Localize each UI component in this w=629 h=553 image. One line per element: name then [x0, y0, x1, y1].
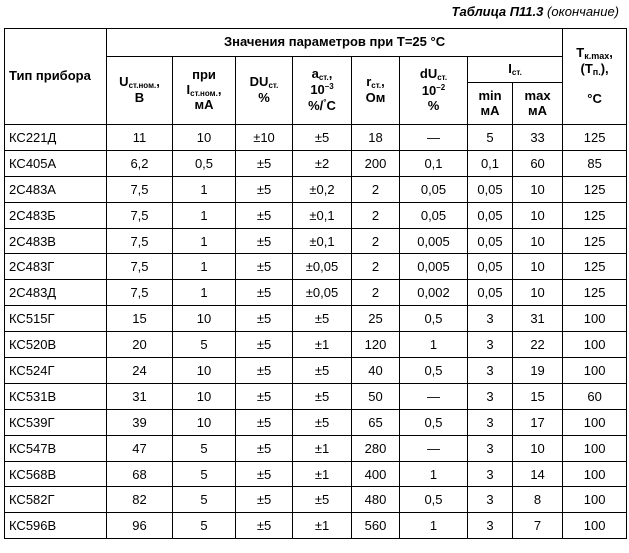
- value-cell: 2: [352, 280, 400, 306]
- value-cell: 125: [563, 280, 627, 306]
- value-cell: 10: [173, 409, 236, 435]
- alpha-subscript: ст.: [318, 72, 329, 82]
- value-cell: 31: [513, 306, 563, 332]
- table-row: [5, 358, 627, 384]
- device-type-cell: КС520В: [5, 332, 107, 358]
- table-row: [5, 176, 627, 202]
- value-cell: 1: [400, 461, 468, 487]
- table-row: [5, 125, 627, 151]
- value-cell: 68: [107, 461, 173, 487]
- table-row: [5, 202, 627, 228]
- value-cell: 40: [352, 358, 400, 384]
- value-cell: 100: [563, 409, 627, 435]
- tmax-punct: ,: [609, 45, 613, 61]
- value-cell: 2: [352, 202, 400, 228]
- value-cell: ±5: [236, 306, 293, 332]
- value-cell: 3: [468, 332, 513, 358]
- value-cell: 50: [352, 383, 400, 409]
- value-cell: 100: [563, 513, 627, 539]
- value-cell: 2: [352, 228, 400, 254]
- value-cell: ±5: [236, 358, 293, 384]
- value-cell: ±5: [236, 254, 293, 280]
- i-nom-punct: ,: [217, 81, 222, 97]
- value-cell: 7,5: [107, 280, 173, 306]
- device-type-cell: КС582Г: [5, 487, 107, 513]
- col-header-alpha: [293, 57, 352, 125]
- value-cell: ±5: [293, 358, 352, 384]
- value-cell: 3: [468, 435, 513, 461]
- value-cell: 1: [173, 202, 236, 228]
- value-cell: 10: [173, 383, 236, 409]
- value-cell: 31: [107, 383, 173, 409]
- value-cell: 0,05: [468, 254, 513, 280]
- i-min-label: min: [478, 87, 502, 103]
- value-cell: 10: [513, 228, 563, 254]
- table-row: [5, 306, 627, 332]
- value-cell: 100: [563, 306, 627, 332]
- value-cell: 25: [352, 306, 400, 332]
- value-cell: ±5: [293, 125, 352, 151]
- tmax-symbol: T: [576, 45, 585, 61]
- value-cell: 280: [352, 435, 400, 461]
- value-cell: 0,5: [400, 487, 468, 513]
- u-nom-subscript: ст.ном.: [128, 81, 157, 91]
- u-nom-unit: В: [134, 89, 145, 105]
- value-cell: 60: [513, 150, 563, 176]
- table-row: [5, 332, 627, 358]
- value-cell: 5: [173, 487, 236, 513]
- table-row: [5, 383, 627, 409]
- value-cell: 400: [352, 461, 400, 487]
- value-cell: 7,5: [107, 254, 173, 280]
- value-cell: 1: [173, 228, 236, 254]
- value-cell: 3: [468, 306, 513, 332]
- value-cell: 200: [352, 150, 400, 176]
- du-rel-symbol: dU: [419, 66, 438, 82]
- table-row: [5, 228, 627, 254]
- value-cell: 60: [563, 383, 627, 409]
- value-cell: —: [400, 125, 468, 151]
- value-cell: ±5: [236, 150, 293, 176]
- i-range-symbol: I: [508, 60, 512, 76]
- device-type-cell: 2С483В: [5, 228, 107, 254]
- value-cell: 100: [563, 332, 627, 358]
- device-type-cell: КС568В: [5, 461, 107, 487]
- value-cell: 125: [563, 202, 627, 228]
- tmax-alt-close: ),: [600, 60, 609, 76]
- value-cell: 0,05: [400, 202, 468, 228]
- value-cell: ±5: [236, 176, 293, 202]
- alpha-base: 10: [310, 82, 325, 98]
- value-cell: 2: [352, 176, 400, 202]
- value-cell: 125: [563, 254, 627, 280]
- value-cell: 5: [173, 332, 236, 358]
- value-cell: 6,2: [107, 150, 173, 176]
- value-cell: 0,05: [468, 176, 513, 202]
- table-row: [5, 435, 627, 461]
- value-cell: 3: [468, 513, 513, 539]
- value-cell: 11: [107, 125, 173, 151]
- value-cell: 82: [107, 487, 173, 513]
- value-cell: 0,5: [400, 306, 468, 332]
- col-header-i-range: [468, 57, 563, 83]
- value-cell: 100: [563, 358, 627, 384]
- value-cell: 85: [563, 150, 627, 176]
- table-continuation-note: (окончание): [547, 4, 619, 19]
- alpha-exponent: –3: [324, 82, 334, 92]
- value-cell: 0,5: [400, 358, 468, 384]
- value-cell: 3: [468, 487, 513, 513]
- value-cell: 1: [173, 176, 236, 202]
- value-cell: ±5: [236, 383, 293, 409]
- table-caption: [452, 4, 619, 19]
- col-header-i-nom: [173, 57, 236, 125]
- value-cell: 15: [107, 306, 173, 332]
- value-cell: ±5: [236, 202, 293, 228]
- col-header-type: Тип прибора: [5, 29, 107, 125]
- value-cell: ±2: [293, 150, 352, 176]
- value-cell: 3: [468, 409, 513, 435]
- value-cell: 18: [352, 125, 400, 151]
- i-nom-unit: мА: [194, 97, 214, 113]
- table-number: Таблица П11.3: [451, 4, 544, 19]
- value-cell: ±5: [236, 435, 293, 461]
- table-row: [5, 409, 627, 435]
- value-cell: 10: [513, 280, 563, 306]
- value-cell: 125: [563, 228, 627, 254]
- value-cell: 1: [173, 280, 236, 306]
- value-cell: 33: [513, 125, 563, 151]
- du-subscript: ст.: [268, 81, 279, 91]
- value-cell: 20: [107, 332, 173, 358]
- value-cell: 7,5: [107, 176, 173, 202]
- col-header-i-min: [468, 83, 513, 125]
- value-cell: 0,5: [400, 409, 468, 435]
- value-cell: 2: [352, 254, 400, 280]
- device-type-cell: 2С483А: [5, 176, 107, 202]
- value-cell: 0,05: [468, 202, 513, 228]
- value-cell: 10: [513, 254, 563, 280]
- value-cell: 7,5: [107, 228, 173, 254]
- value-cell: 100: [563, 487, 627, 513]
- value-cell: 3: [468, 383, 513, 409]
- value-cell: 0,005: [400, 254, 468, 280]
- value-cell: 480: [352, 487, 400, 513]
- tmax-subscript: к.max: [584, 51, 610, 62]
- value-cell: ±5: [293, 306, 352, 332]
- value-cell: 5: [173, 513, 236, 539]
- value-cell: ±0,05: [293, 280, 352, 306]
- value-cell: 125: [563, 125, 627, 151]
- alpha-degree: °: [323, 98, 327, 108]
- value-cell: ±1: [293, 435, 352, 461]
- i-min-unit: мА: [480, 102, 500, 118]
- value-cell: 96: [107, 513, 173, 539]
- value-cell: 5: [173, 435, 236, 461]
- value-cell: ±5: [236, 513, 293, 539]
- du-symbol: DU: [249, 74, 269, 90]
- value-cell: ±5: [236, 461, 293, 487]
- device-type-cell: КС596В: [5, 513, 107, 539]
- device-type-cell: КС539Г: [5, 409, 107, 435]
- alpha-punct: ,: [328, 65, 333, 81]
- tmax-alt-open: (T: [580, 60, 593, 76]
- value-cell: ±5: [293, 383, 352, 409]
- col-header-tmax: [563, 29, 627, 125]
- i-range-subscript: ст.: [511, 67, 522, 77]
- value-cell: 560: [352, 513, 400, 539]
- tmax-unit: °C: [587, 90, 602, 106]
- u-nom-symbol: U: [119, 74, 129, 90]
- value-cell: 100: [563, 435, 627, 461]
- value-cell: 0,005: [400, 228, 468, 254]
- r-symbol: r: [366, 74, 372, 90]
- value-cell: ±0,1: [293, 228, 352, 254]
- value-cell: 1: [400, 513, 468, 539]
- value-cell: 0,1: [468, 150, 513, 176]
- value-cell: 19: [513, 358, 563, 384]
- col-header-u-nom: [107, 57, 173, 125]
- value-cell: 47: [107, 435, 173, 461]
- i-nom-subscript: ст.ном.: [190, 88, 218, 98]
- table-row: [5, 150, 627, 176]
- alpha-symbol: a: [311, 65, 319, 81]
- value-cell: 5: [173, 461, 236, 487]
- du-rel-exponent: –2: [436, 82, 446, 92]
- alpha-unit-tail: C: [326, 98, 336, 114]
- value-cell: 125: [563, 176, 627, 202]
- value-cell: 0,05: [400, 176, 468, 202]
- value-cell: 120: [352, 332, 400, 358]
- col-header-du-rel: [400, 57, 468, 125]
- value-cell: ±5: [236, 409, 293, 435]
- du-rel-base: 10: [421, 82, 437, 98]
- value-cell: —: [400, 435, 468, 461]
- value-cell: ±1: [293, 332, 352, 358]
- value-cell: 0,05: [468, 280, 513, 306]
- alpha-unit: %/: [308, 98, 324, 114]
- device-type-cell: КС515Г: [5, 306, 107, 332]
- value-cell: 10: [173, 125, 236, 151]
- parameters-table: [4, 28, 627, 539]
- table-row: [5, 513, 627, 539]
- value-cell: 10: [173, 306, 236, 332]
- device-type-cell: КС531В: [5, 383, 107, 409]
- value-cell: 17: [513, 409, 563, 435]
- value-cell: 0,1: [400, 150, 468, 176]
- tmax-alt-subscript: п.: [592, 66, 601, 77]
- value-cell: 10: [513, 176, 563, 202]
- table-row: [5, 280, 627, 306]
- device-type-cell: КС221Д: [5, 125, 107, 151]
- r-subscript: ст.: [371, 81, 382, 91]
- i-nom-pre: при: [192, 66, 216, 82]
- value-cell: 10: [513, 435, 563, 461]
- group-header-parameters: Значения параметров при T=25 °C: [107, 29, 563, 57]
- table-row: [5, 461, 627, 487]
- value-cell: 1: [173, 254, 236, 280]
- device-type-cell: 2С483Б: [5, 202, 107, 228]
- value-cell: 7: [513, 513, 563, 539]
- value-cell: 10: [513, 202, 563, 228]
- value-cell: 0,05: [468, 228, 513, 254]
- value-cell: ±5: [236, 280, 293, 306]
- col-header-i-max: [513, 83, 563, 125]
- col-header-r: [352, 57, 400, 125]
- value-cell: 24: [107, 358, 173, 384]
- value-cell: 65: [352, 409, 400, 435]
- value-cell: 3: [468, 358, 513, 384]
- value-cell: ±5: [236, 332, 293, 358]
- value-cell: 0,5: [173, 150, 236, 176]
- device-type-cell: 2С483Г: [5, 254, 107, 280]
- value-cell: 22: [513, 332, 563, 358]
- value-cell: 0,002: [400, 280, 468, 306]
- col-header-du: [236, 57, 293, 125]
- value-cell: 7,5: [107, 202, 173, 228]
- value-cell: 1: [400, 332, 468, 358]
- table-body: [5, 125, 627, 539]
- value-cell: ±1: [293, 513, 352, 539]
- value-cell: ±5: [236, 228, 293, 254]
- value-cell: ±0,2: [293, 176, 352, 202]
- value-cell: 100: [563, 461, 627, 487]
- r-unit: Ом: [365, 89, 386, 105]
- value-cell: ±5: [293, 409, 352, 435]
- value-cell: ±10: [236, 125, 293, 151]
- value-cell: ±0,1: [293, 202, 352, 228]
- value-cell: —: [400, 383, 468, 409]
- i-max-label: max: [524, 87, 551, 103]
- du-rel-subscript: ст.: [437, 73, 448, 83]
- device-type-cell: КС405А: [5, 150, 107, 176]
- du-unit: %: [258, 89, 270, 105]
- device-type-cell: 2С483Д: [5, 280, 107, 306]
- i-max-unit: мА: [528, 102, 548, 118]
- value-cell: 15: [513, 383, 563, 409]
- i-nom-symbol: I: [186, 81, 191, 97]
- value-cell: 3: [468, 461, 513, 487]
- table-row: [5, 487, 627, 513]
- value-cell: 39: [107, 409, 173, 435]
- u-nom-punct: ,: [156, 74, 160, 90]
- table-row: [5, 254, 627, 280]
- value-cell: ±0,05: [293, 254, 352, 280]
- value-cell: ±5: [236, 487, 293, 513]
- value-cell: 10: [173, 358, 236, 384]
- value-cell: ±1: [293, 461, 352, 487]
- value-cell: ±5: [293, 487, 352, 513]
- value-cell: 14: [513, 461, 563, 487]
- device-type-cell: КС524Г: [5, 358, 107, 384]
- device-type-cell: КС547В: [5, 435, 107, 461]
- value-cell: 8: [513, 487, 563, 513]
- du-rel-unit: %: [427, 97, 440, 113]
- r-punct: ,: [381, 74, 385, 90]
- value-cell: 5: [468, 125, 513, 151]
